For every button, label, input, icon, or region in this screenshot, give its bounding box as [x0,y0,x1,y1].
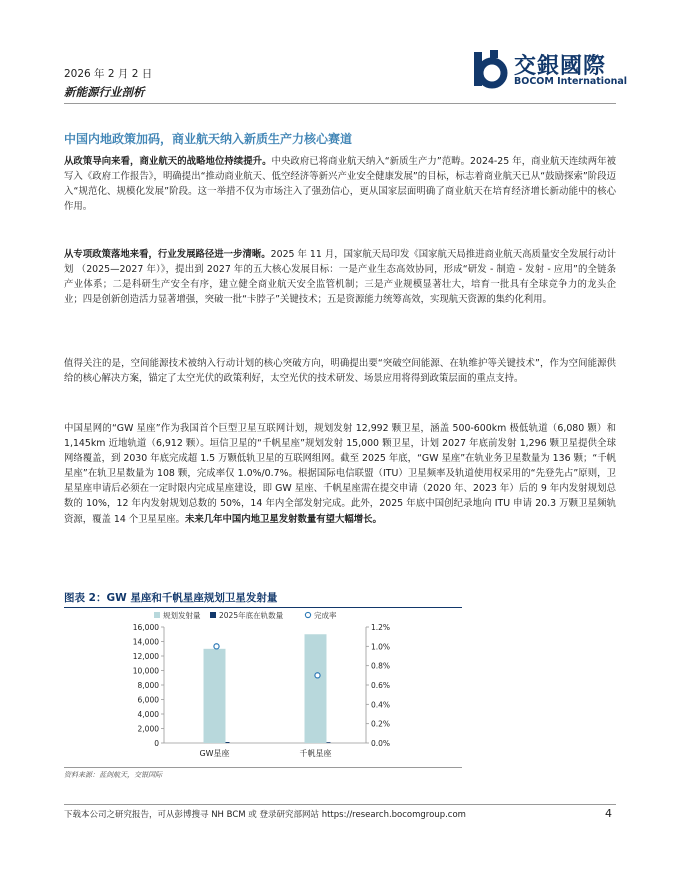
left-tick-label: 2,000 [137,724,159,734]
satellite-launch-chart [64,608,462,766]
completion-rate-point [315,673,320,678]
right-tick-label: 1.0% [371,642,391,652]
paragraph-2-lead: 从专项政策落地来看，行业发展路径进一步清晰。 [64,249,271,260]
bar-planned [305,634,327,743]
left-tick-label: 16,000 [132,623,159,632]
left-tick-label: 6,000 [137,695,159,705]
bocom-logo-icon [470,48,510,90]
legend-label: 完成率 [314,611,337,620]
right-tick-label: 0.0% [371,739,391,748]
paragraph-3 [64,356,616,386]
x-category-label: 千帆星座 [299,749,332,758]
left-tick-label: 4,000 [137,710,159,719]
paragraph-1-lead: 从政策导向来看，商业航天的战略地位持续提升。 [64,156,272,167]
bar-in-orbit [327,742,331,743]
x-category-label: GW星座 [199,749,230,758]
logo-chinese-name: 交銀國際 [514,54,607,79]
paragraph-2-text: 2025 年 11 月，国家航天局印发《国家航天局推进商业航天高质量安全发展行动计划 （2025—2027 年）》，提出到 2027 年的五大核心发展目标：一是产业生态高效协同，形成“研发 - 制造 - 发射 - 应用”的全链条产业体系；二是科研生产安全有序，建立健全商业航天安全监管机制；三是产业规模显著壮大，培育一批具有全球竞争力的龙头企业；四是创新创造活力显著增强，突破一批“卡脖子”关键技术；五是资源能力统筹高效，实现航天资源的集约化利用。 [64,249,616,306]
right-tick-label: 1.2% [371,623,391,632]
page-number: 4 [605,807,612,820]
paragraph-1 [64,154,616,214]
paragraph-2 [64,247,616,307]
right-tick-label: 0.8% [371,661,391,671]
figure-title: 图表 2：GW 星座和千帆星座规划卫星发射量 [64,592,278,604]
paragraph-3-text: 值得关注的是，空间能源技术被纳入行动计划的核心突破方向，明确提出要“突破空间能源、在轨维护等关键技术”，作为空间能源供给的核心解决方案，锚定了太空光伏的政策利好，太空光伏的技术研发、场景应用将得到政策层面的重点支持。 [64,358,616,385]
footer-divider [64,804,616,805]
bar-in-orbit [226,742,230,743]
right-tick-label: 0.6% [371,681,391,690]
right-tick-label: 0.4% [371,700,391,710]
legend-label: 规划发射量 [163,611,201,620]
completion-rate-point [214,644,219,649]
logo-english-name: BOCOM International [514,76,628,87]
legend-marker [305,612,310,617]
header-divider [64,103,616,104]
paragraph-1-text: 中央政府已将商业航天纳入“新质生产力”范畴。2024-25 年，商业航天连续两年被写入《政府工作报告》，明确提出“推动商业航天、低空经济等新兴产业安全健康发展”的目标，标志着商业航天已从“鼓励探索”阶段迈入“规范化、规模化发展”阶段。这一举措不仅为市场注入了强劲信心，更从国家层面明确了商业航天在培育经济增长新动能中的核心作用。 [64,156,616,213]
left-tick-label: 14,000 [132,637,159,647]
paragraph-4-text: 中国星网的“GW 星座”作为我国首个巨型卫星互联网计划，规划发射 12,992 颗卫星，涵盖 500-600km 极低轨道（6,080 颗）和 1,145km 近地轨道（6,912 颗）。垣信卫星的“千帆星座”规划发射 15,000 颗卫星，计划 2027 年底前发射 1,296 颗卫星提供全球网络覆盖，到 2030 年底完成超 1.5 万颗低轨卫星的互联网组网。截至 2025 年底，“GW 星座”在轨业务卫星数量为 136 颗；“千帆星座”在轨卫星数量为 108 颗，完成率仅 1.0%/0.7%。根据国际电信联盟（ITU）卫星频率及轨道使用权采用的“先登先占”原则，卫星星座申请后必须在一定时限内完成星座建设，即 GW 星座、千帆星座需在提交申请（2020 年、2023 年）后的 9 年内发射规划总数的 10%，12 年内发射规划总数的 50%，14 年内全部发射完成。此外，2025 年底中国创纪录地向 ITU 申请 20.3 万颗卫星频轨资源，覆盖 14 个卫星星座。 [64,423,616,525]
legend-swatch [154,612,160,618]
report-category: 新能源行业剖析 [64,85,145,99]
figure-bottom-rule [64,767,462,768]
legend-label: 2025年底在轨数量 [219,611,284,620]
footer-text: 下载本公司之研究报告，可从彭博搜寻 NH BCM 或 登录研究部网站 https://research.bocomgroup.com [64,810,466,820]
left-tick-label: 10,000 [132,666,159,676]
left-tick-label: 0 [154,739,159,748]
paragraph-4-conclusion: 未来几年中国内地卫星发射数量有望大幅增长。 [185,513,382,525]
report-date: 2026 年 2 月 2 日 [64,68,153,80]
company-logo [470,48,630,90]
right-tick-label: 0.2% [371,719,391,729]
legend-swatch [210,612,216,618]
left-tick-label: 8,000 [137,681,159,690]
left-tick-label: 12,000 [132,652,159,661]
bar-planned [204,649,226,743]
paragraph-4 [64,421,616,527]
figure-source: 资料来源：蓝剑航天，交银国际 [64,771,162,779]
section-title: 中国内地政策加码，商业航天纳入新质生产力核心赛道 [64,132,353,146]
